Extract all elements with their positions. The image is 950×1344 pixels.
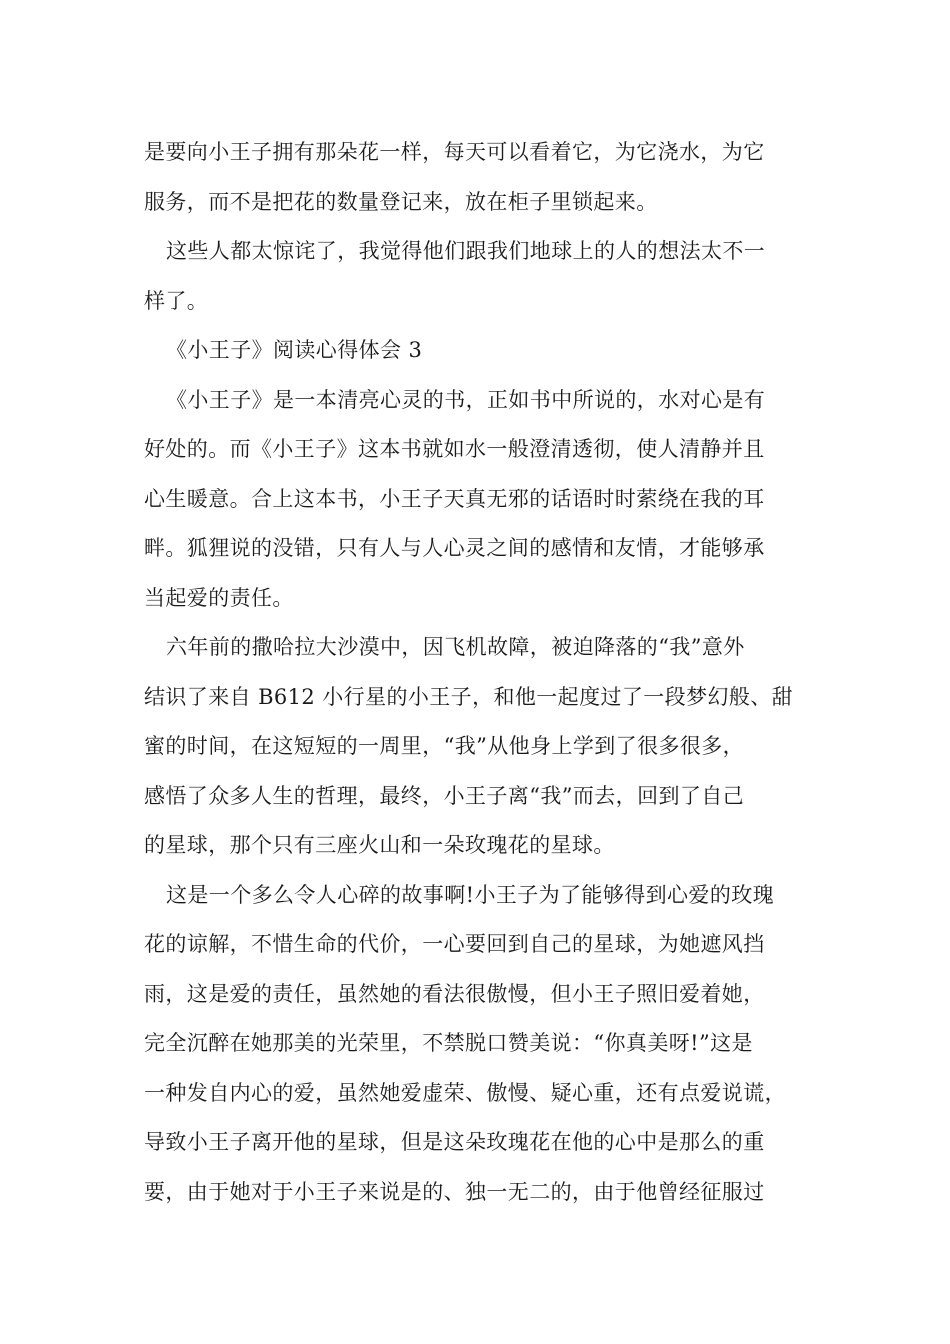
text-line-4: 样了。 [144,288,209,313]
text-line-15: 的星球，那个只有三座火山和一朵玫瑰花的星球。 [144,833,615,857]
text-line-3: 这些人都太惊诧了，我觉得他们跟我们地球上的人的想法太不一 [166,239,766,263]
text-line-6: 《小王子》是一本清亮心灵的书，正如书中所说的，水对心是有 [166,387,766,412]
text-line-19: 完全沉醉在她那美的光荣里，不禁脱口赞美说：“你真美呀!”这是 [144,1031,753,1055]
text-line-12: 结识了来自 B612 小行星的小王子，和他一起度过了一段梦幻般、甜 [144,684,794,709]
text-line-20: 一种发自内心的爱，虽然她爱虚荣、傲慢、疑心重，还有点爱说谎， [144,1080,786,1105]
text-line-17: 花的谅解，不惜生命的代价，一心要回到自己的星球，为她遮风挡 [144,932,765,956]
text-line-16: 这是一个多么令人心碎的故事啊!小王子为了能够得到心爱的玫瑰 [166,882,775,907]
text-line-7: 好处的。而《小王子》这本书就如水一般澄清透彻，使人清静并且 [144,437,765,461]
text-line-18: 雨，这是爱的责任，虽然她的看法很傲慢，但小王子照旧爱着她， [144,981,765,1006]
body-text [144,128,812,1217]
text-line-21: 导致小王子离开他的星球，但是这朵玫瑰花在他的心中是那么的重 [144,1130,765,1154]
text-line-2: 服务，而不是把花的数量登记来，放在柜子里锁起来。 [144,189,658,214]
text-line-22: 要，由于她对于小王子来说是的、独一无二的，由于他曾经征服过 [144,1179,765,1204]
text-line-14: 感悟了众多人生的哲理，最终，小王子离“我”而去，回到了自己 [144,783,745,808]
text-line-9: 畔。狐狸说的没错，只有人与人心灵之间的感情和友情，才能够承 [144,536,765,560]
text-line-1: 是要向小王子拥有那朵花一样，每天可以看着它，为它浇水，为它 [144,140,765,164]
text-line-13: 蜜的时间，在这短短的一周里，“我”从他身上学到了很多很多， [144,734,745,758]
text-line-11: 六年前的撒哈拉大沙漠中，因飞机故障，被迫降落的“我”意外 [166,635,745,659]
text-line-8: 心生暖意。合上这本书，小王子天真无邪的话语时时萦绕在我的耳 [144,486,765,511]
section-heading: 《小王子》阅读心得体会 3 [166,338,423,362]
text-line-10: 当起爱的责任。 [144,585,294,610]
